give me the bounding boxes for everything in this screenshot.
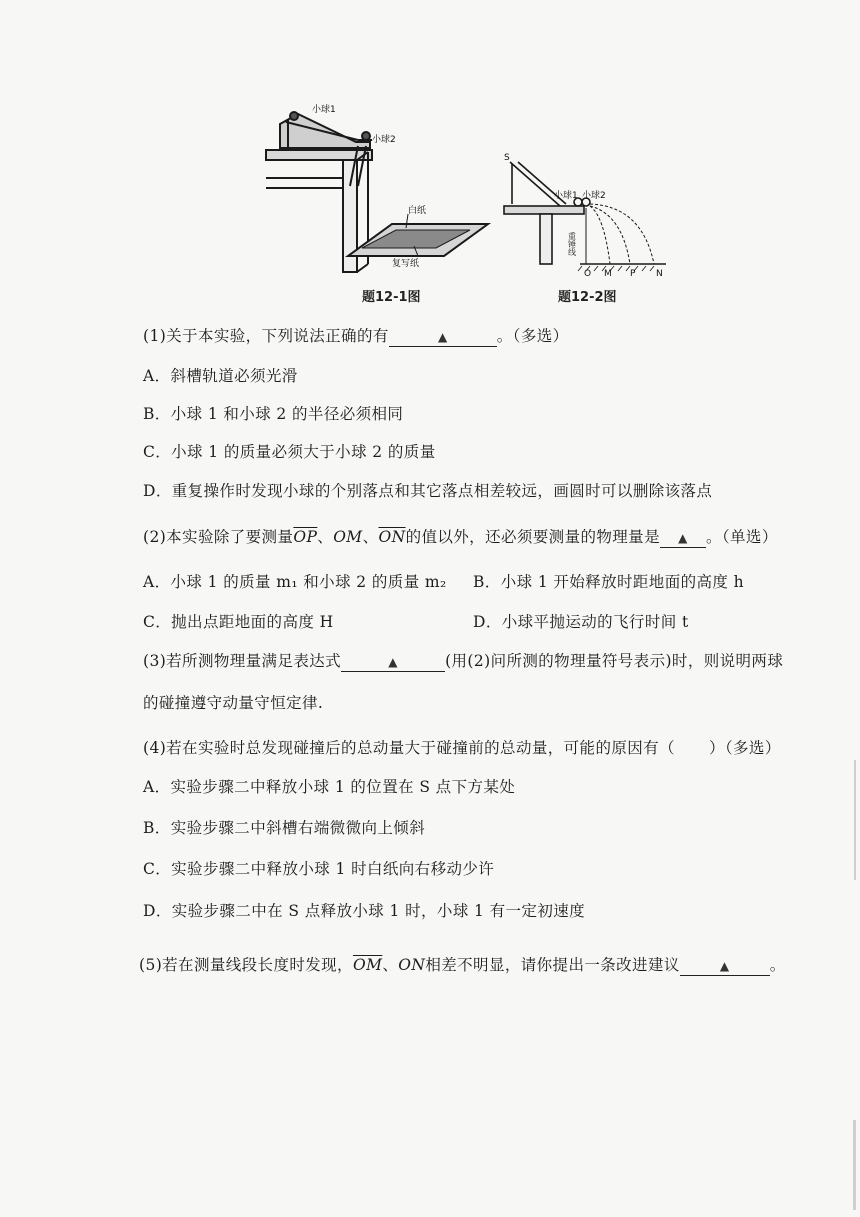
q3-stem-line2: 的碰撞遵守动量守恒定律. (143, 694, 324, 712)
q2-sep2: 、 (362, 528, 379, 546)
q1-option-d: D．重复操作时发现小球的个别落点和其它落点相差较远，画圆时可以删除该落点 (143, 482, 713, 500)
q4-stem (143, 738, 781, 758)
scan-edge-mark-lower (853, 1120, 856, 1210)
q2-stem-post: 。（单选） (705, 528, 778, 546)
figure-12-1-caption: 题12-1图 (362, 290, 421, 305)
q2-om: OM (333, 528, 363, 546)
q3-stem (143, 651, 783, 672)
fig2-p-label: P (630, 269, 636, 276)
q2-blank-mark: ▲ (678, 531, 688, 545)
scan-edge-mark (854, 760, 856, 880)
q3-stem-pre: (3)若所测物理量满足表达式 (143, 652, 342, 670)
q2-answer-blank[interactable] (660, 529, 706, 548)
fig2-m-label: M (604, 269, 612, 276)
q4-option-a: A．实验步骤二中释放小球 1 的位置在 S 点下方某处 (143, 778, 516, 796)
fig2-o-label: O (584, 269, 592, 276)
q3-blank-mark: ▲ (388, 655, 398, 669)
q5-stem (139, 955, 786, 976)
q5-stem-pre: (5)若在测量线段长度时发现， (139, 956, 353, 974)
q4-stem-close: ）（多选） (708, 739, 781, 757)
fig1-ball1-label: 小球1 (312, 105, 336, 115)
fig1-ball2-label: 小球2 (372, 135, 396, 145)
q1-option-a: A．斜槽轨道必须光滑 (143, 367, 298, 385)
q5-om: $\overline{OM}$ (352, 956, 383, 974)
q2-on: $\overline{ON}$ (378, 528, 406, 546)
figure-12-2-caption: 题12-2图 (558, 290, 617, 305)
q3-stem-post: (用(2)问所测的物理量符号表示)时，则说明两球 (445, 652, 784, 670)
q2-stem-pre: (2)本实验除了要测量 (143, 528, 294, 546)
fig1-carbon-paper-label: 复写纸 (392, 259, 420, 269)
fig1-white-paper-label: 白纸 (408, 206, 427, 216)
q2-sep1: 、 (317, 528, 334, 546)
q4-option-d: D．实验步骤二中在 S 点释放小球 1 时，小球 1 有一定初速度 (143, 902, 586, 920)
q5-stem-post: 。 (769, 956, 786, 974)
fig2-n-label: N (656, 269, 663, 276)
q1-answer-blank[interactable] (389, 328, 497, 347)
q4-stem-text: (4)若在实验时总发现碰撞后的总动量大于碰撞前的总动量，可能的原因有（ (143, 739, 675, 757)
q1-stem (143, 326, 569, 347)
fig2-s-label: S (504, 153, 510, 163)
figure-12-2 (498, 146, 678, 276)
fig2-plumb-label: 重锤线 (567, 232, 577, 256)
q1-option-c: C．小球 1 的质量必须大于小球 2 的质量 (143, 443, 436, 461)
fig2-ball1-label: 小球1 (554, 191, 578, 201)
q2-option-a: A．小球 1 的质量 m₁ 和小球 2 的质量 m₂ (143, 573, 447, 591)
figure-12-1 (258, 96, 508, 276)
q5-blank-mark: ▲ (719, 959, 730, 973)
q2-option-c: C．抛出点距地面的高度 H (143, 613, 334, 631)
q5-sep: 、 (382, 956, 399, 974)
q2-option-b: B．小球 1 开始释放时距地面的高度 h (473, 573, 745, 591)
q5-answer-blank[interactable] (680, 957, 770, 976)
q3-answer-blank[interactable] (341, 653, 445, 672)
q1-blank-mark: ▲ (437, 330, 448, 344)
q4-option-c: C．实验步骤二中释放小球 1 时白纸向右移动少许 (143, 860, 495, 878)
q5-stem-mid: 相差不明显，请你提出一条改进建议 (425, 956, 680, 974)
q1-option-b: B．小球 1 和小球 2 的半径必须相同 (143, 405, 404, 423)
q2-stem (143, 527, 778, 548)
fig2-ball2-label: 小球2 (582, 191, 606, 201)
q5-on: ON (398, 956, 426, 974)
q1-stem-pre: (1)关于本实验，下列说法正确的有 (143, 327, 389, 345)
q4-option-b: B．实验步骤二中斜槽右端微微向上倾斜 (143, 819, 426, 837)
q1-stem-post: 。（多选） (496, 327, 569, 345)
q2-op: $\overline{OP}$ (293, 528, 318, 546)
q2-option-d: D．小球平抛运动的飞行时间 t (473, 613, 689, 631)
q2-stem-mid: 的值以外，还必须要测量的物理量是 (405, 528, 660, 546)
